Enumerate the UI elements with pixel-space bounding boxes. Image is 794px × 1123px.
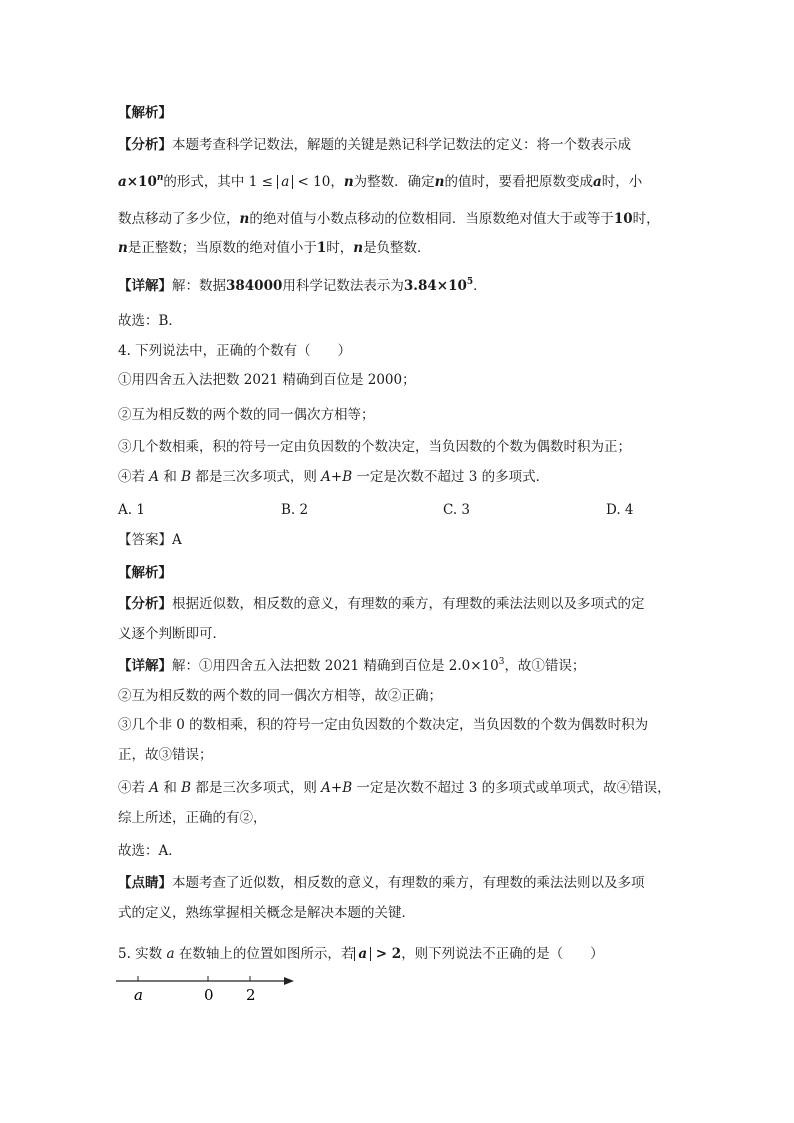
q4-xiangjie-line5 (118, 778, 671, 798)
q3-var-a-2: a (592, 174, 602, 190)
q3-fenxi-line3 (118, 209, 660, 229)
q4-x4-var-B: B (181, 780, 192, 796)
q4-x4-b: 和 (159, 780, 182, 796)
q4-answer-text: 【答案】A (118, 532, 182, 548)
q4-x4-var-A: A (149, 780, 160, 796)
q4-s4-d: 一定是次数不超过 3 的多项式． (352, 469, 550, 485)
q5-stem-t2: 在数轴上的位置如图所示，若 (174, 946, 355, 962)
q3-fenxi-l3-t3: 时， (632, 211, 660, 227)
label-2: 2 (246, 986, 256, 1004)
q4-x4-c: 都是三次多项式，则 (191, 780, 322, 796)
q3-xiangjie-t2: 用科学记数法表示为 (282, 278, 404, 294)
q3-fenxi-line1 (118, 135, 631, 155)
q4-x4-d: 一定是次数不超过 3 的多项式或单项式，故④错误， (352, 780, 671, 796)
q4-s4-a: ④若 (118, 469, 150, 485)
q4-s4-c: 都是三次多项式，则 (191, 469, 322, 485)
q5-stem-t1: 5. 实数 (118, 946, 167, 962)
q5-stem-t3: ，则下列说法不正确的是（ ） (401, 946, 604, 962)
q4-dianjing-label: 【点睛】 (118, 875, 172, 891)
q3-var-n-4: n (118, 240, 128, 256)
q3-fenxi-l3-t2: 的绝对值与小数点移动的位数相同．当原数绝对值大于或等于 (249, 211, 614, 227)
q3-fenxi-l2-t4: 的值时，要看把原数变成 (444, 174, 593, 190)
q4-statement-1: ①用四舍五入法把数 2021 精确到百位是 2000； (118, 372, 416, 388)
q4-xiangjie-label: 【详解】 (118, 658, 172, 674)
q3-jiexi-heading: 【解析】 (118, 105, 172, 121)
q3-choice: 故选：B． (118, 313, 182, 329)
q5-stem (118, 944, 604, 964)
q3-expr-x: ×10 (126, 174, 157, 190)
q4-xiangjie-line3: ③几个非 0 的数相乘，积的符号一定由负因数的个数决定，当负因数的个数为偶数时积为 (118, 717, 649, 733)
q4-fenxi-l1: 根据近似数，相反数的意义，有理数的乘方，有理数的乘法法则以及多项式的定 (172, 596, 645, 612)
q3-number-384000: 384000 (226, 278, 283, 294)
q4-xiangjie-line1 (118, 656, 585, 676)
q4-summary: 综上所述，正确的有②， (118, 810, 267, 826)
label-0: 0 (204, 986, 214, 1004)
q3-fenxi-label: 【分析】 (118, 137, 172, 153)
q4-x1-exp: 3 (498, 657, 505, 667)
q4-x1-t1: 解：①用四舍五入法把数 2021 精确到百位是 2.0×10 (172, 658, 499, 674)
q3-fenxi-text1: 本题考查科学记数法，解题的关键是熟记科学记数法的定义：将一个数表示成 (172, 137, 631, 153)
q4-xiangjie-line4: 正，故③错误； (118, 747, 213, 763)
q3-xiangjie-t3: ． (473, 278, 487, 294)
q4-choice: 故选：A． (118, 843, 182, 859)
q4-statement-3: ③几个数相乘，积的符号一定由负因数的个数决定，当负因数的个数为偶数时积为正； (118, 439, 631, 455)
q3-fenxi-l4-t1: 是正整数；当原数的绝对值小于 (127, 240, 317, 256)
q3-var-n-2: n (434, 174, 445, 190)
q3-expr-n: n (156, 173, 164, 183)
q5-var-a: a (166, 946, 175, 962)
q3-xiangjie-line (118, 276, 487, 296)
q4-dianjing-line2: 式的定义，熟练掌握相关概念是解决本题的关键． (118, 905, 415, 921)
q3-var-n-3: n (239, 211, 250, 227)
q4-fenxi-label: 【分析】 (118, 596, 172, 612)
q4-s4-var-AB: A+B (321, 469, 353, 485)
q5-gt-2: > 2 (371, 946, 402, 962)
number-line-diagram (110, 970, 310, 1006)
q3-var-n-1: n (343, 174, 354, 190)
q3-fenxi-l2-t5: 时，小 (601, 174, 643, 190)
q3-ineq-right: < 10 (293, 174, 331, 190)
q4-s4-b: 和 (159, 469, 182, 485)
q3-fenxi-l4-t2: 时， (326, 240, 354, 256)
q3-fenxi-l2-t2: ， (330, 174, 344, 190)
q3-result-exp: 5 (466, 277, 474, 287)
q4-dianjing-line1 (118, 873, 645, 893)
q3-fenxi-line4 (118, 238, 431, 258)
q3-var-n-5: n (353, 240, 364, 256)
q3-num-ten: 10 (613, 211, 633, 227)
q3-fenxi-l2-t3: 为整数．确定 (353, 174, 435, 190)
q4-jiexi-heading: 【解析】 (118, 565, 172, 581)
q4-x1-t2: ，故①错误； (504, 658, 586, 674)
q3-num-one: 1 (316, 240, 327, 256)
q4-xiangjie-line2: ②互为相反数的两个数的同一偶次方相等，故②正确； (118, 688, 442, 704)
q4-dj-l1: 本题考查了近似数，相反数的意义，有理数的乘方，有理数的乘法法则以及多项 (172, 875, 645, 891)
q3-inequality (249, 174, 331, 190)
number-line-arrow-icon (284, 977, 294, 985)
q4-answer (118, 530, 182, 550)
q4-s4-var-B: B (181, 469, 192, 485)
label-a: a (134, 986, 143, 1004)
q5-abs-a: a (354, 947, 371, 961)
q4-x4-a: ④若 (118, 780, 150, 796)
q3-fenxi-l3-t1: 数点移动了多少位， (118, 211, 240, 227)
q3-fenxi-l2-t1: 的形式，其中 (163, 174, 245, 190)
q3-ineq-abs-a: a (277, 175, 293, 189)
q3-fenxi-l4-t3: 是负整数． (363, 240, 431, 256)
q4-stem: 4. 下列说法中，正确的个数有（ ） (118, 343, 352, 359)
q4-statement-2: ②互为相反数的两个数的同一偶次方相等； (118, 407, 375, 423)
q3-expr-a: a (118, 174, 127, 190)
q3-result: 3.84×10 (403, 278, 467, 294)
q4-option-d: D. 4 (606, 502, 634, 518)
q4-x4-var-AB: A+B (321, 780, 353, 796)
q3-xiangjie-t1: 解：数据 (172, 278, 226, 294)
q3-ineq-left: 1 ≤ (248, 174, 278, 190)
q4-statement-4 (118, 467, 549, 487)
q3-xiangjie-label: 【详解】 (118, 278, 172, 294)
q4-option-c: C. 3 (443, 502, 471, 518)
q4-option-a: A. 1 (118, 502, 145, 518)
q4-s4-var-A: A (149, 469, 160, 485)
q4-option-b: B. 2 (281, 502, 309, 518)
q4-fenxi-line1 (118, 594, 645, 614)
q3-fenxi-line2 (118, 172, 642, 192)
q4-fenxi-line2: 义逐个判断即可． (118, 626, 226, 642)
